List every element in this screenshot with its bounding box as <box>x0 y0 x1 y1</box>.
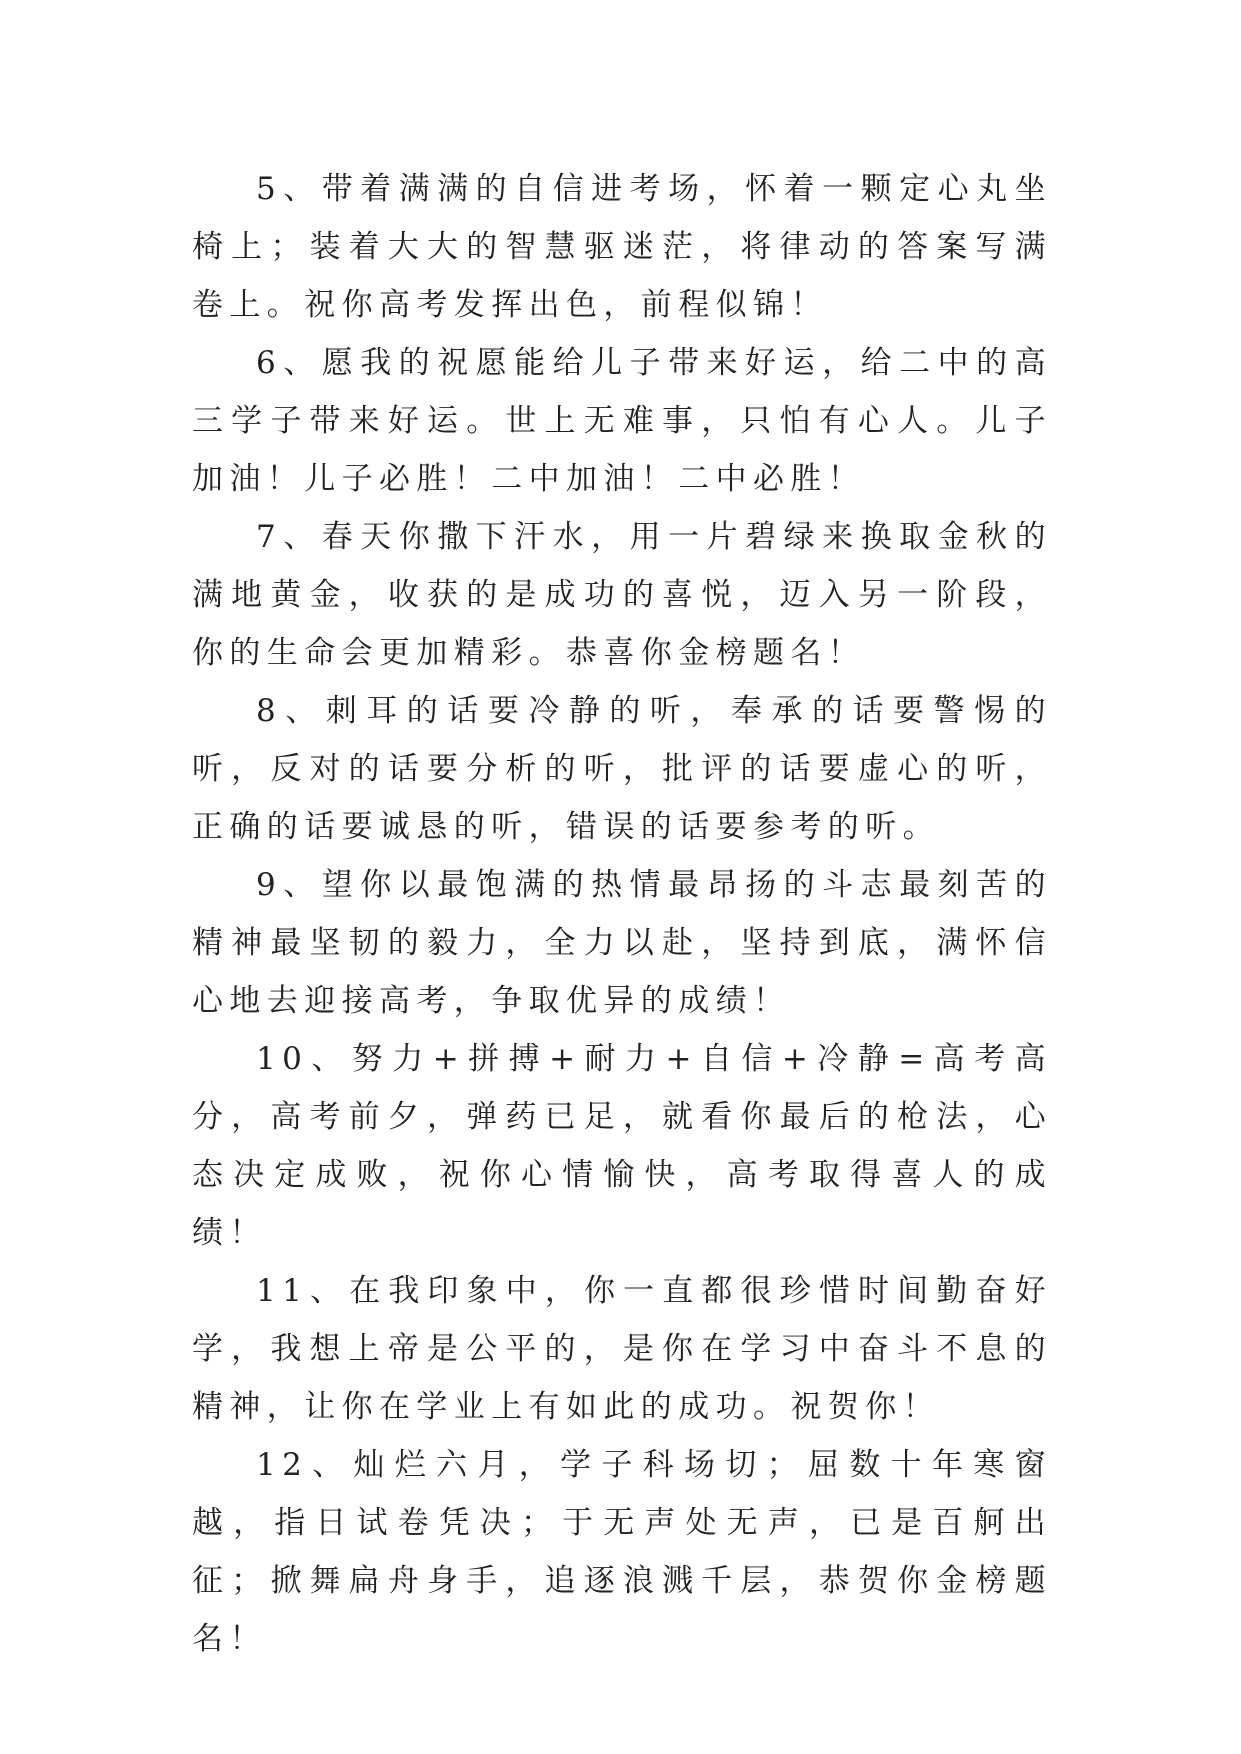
paragraph-12: 12、灿烂六月，学子科场切；屈数十年寒窗越，指日试卷凭决；于无声处无声，已是百舸出征；掀舞扁舟身手，追逐浪溅千层，恭贺你金榜题名！ <box>192 1447 1052 1657</box>
paragraph-5: 5、带着满满的自信进考场，怀着一颗定心丸坐椅上；装着大大的智慧驱迷茫，将律动的答案写满卷上。祝你高考发挥出色，前程似锦！ <box>192 171 1052 323</box>
paragraph-11: 11、在我印象中，你一直都很珍惜时间勤奋好学，我想上帝是公平的，是你在学习中奋斗不息的精神，让你在学业上有如此的成功。祝贺你！ <box>192 1273 1052 1425</box>
paragraph-8: 8、刺耳的话要冷静的听，奉承的话要警惕的听，反对的话要分析的听，批评的话要虚心的听，正确的话要诚恳的听，错误的话要参考的听。 <box>192 693 1052 845</box>
paragraph-6: 6、愿我的祝愿能给儿子带来好运，给二中的高三学子带来好运。世上无难事，只怕有心人。儿子加油！儿子必胜！二中加油！二中必胜！ <box>192 345 1052 497</box>
paragraph-10: 10、努力+拼搏+耐力+自信+冷静=高考高分，高考前夕，弹药已足，就看你最后的枪法，心态决定成败，祝你心情愉快，高考取得喜人的成绩！ <box>192 1041 1052 1251</box>
paragraph-7: 7、春天你撒下汗水，用一片碧绿来换取金秋的满地黄金，收获的是成功的喜悦，迈入另一阶段，你的生命会更加精彩。恭喜你金榜题名！ <box>192 519 1052 671</box>
paragraph-9: 9、望你以最饱满的热情最昂扬的斗志最刻苦的精神最坚韧的毅力，全力以赴，坚持到底，满怀信心地去迎接高考，争取优异的成绩！ <box>192 867 1052 1019</box>
document-body <box>192 160 1052 1668</box>
